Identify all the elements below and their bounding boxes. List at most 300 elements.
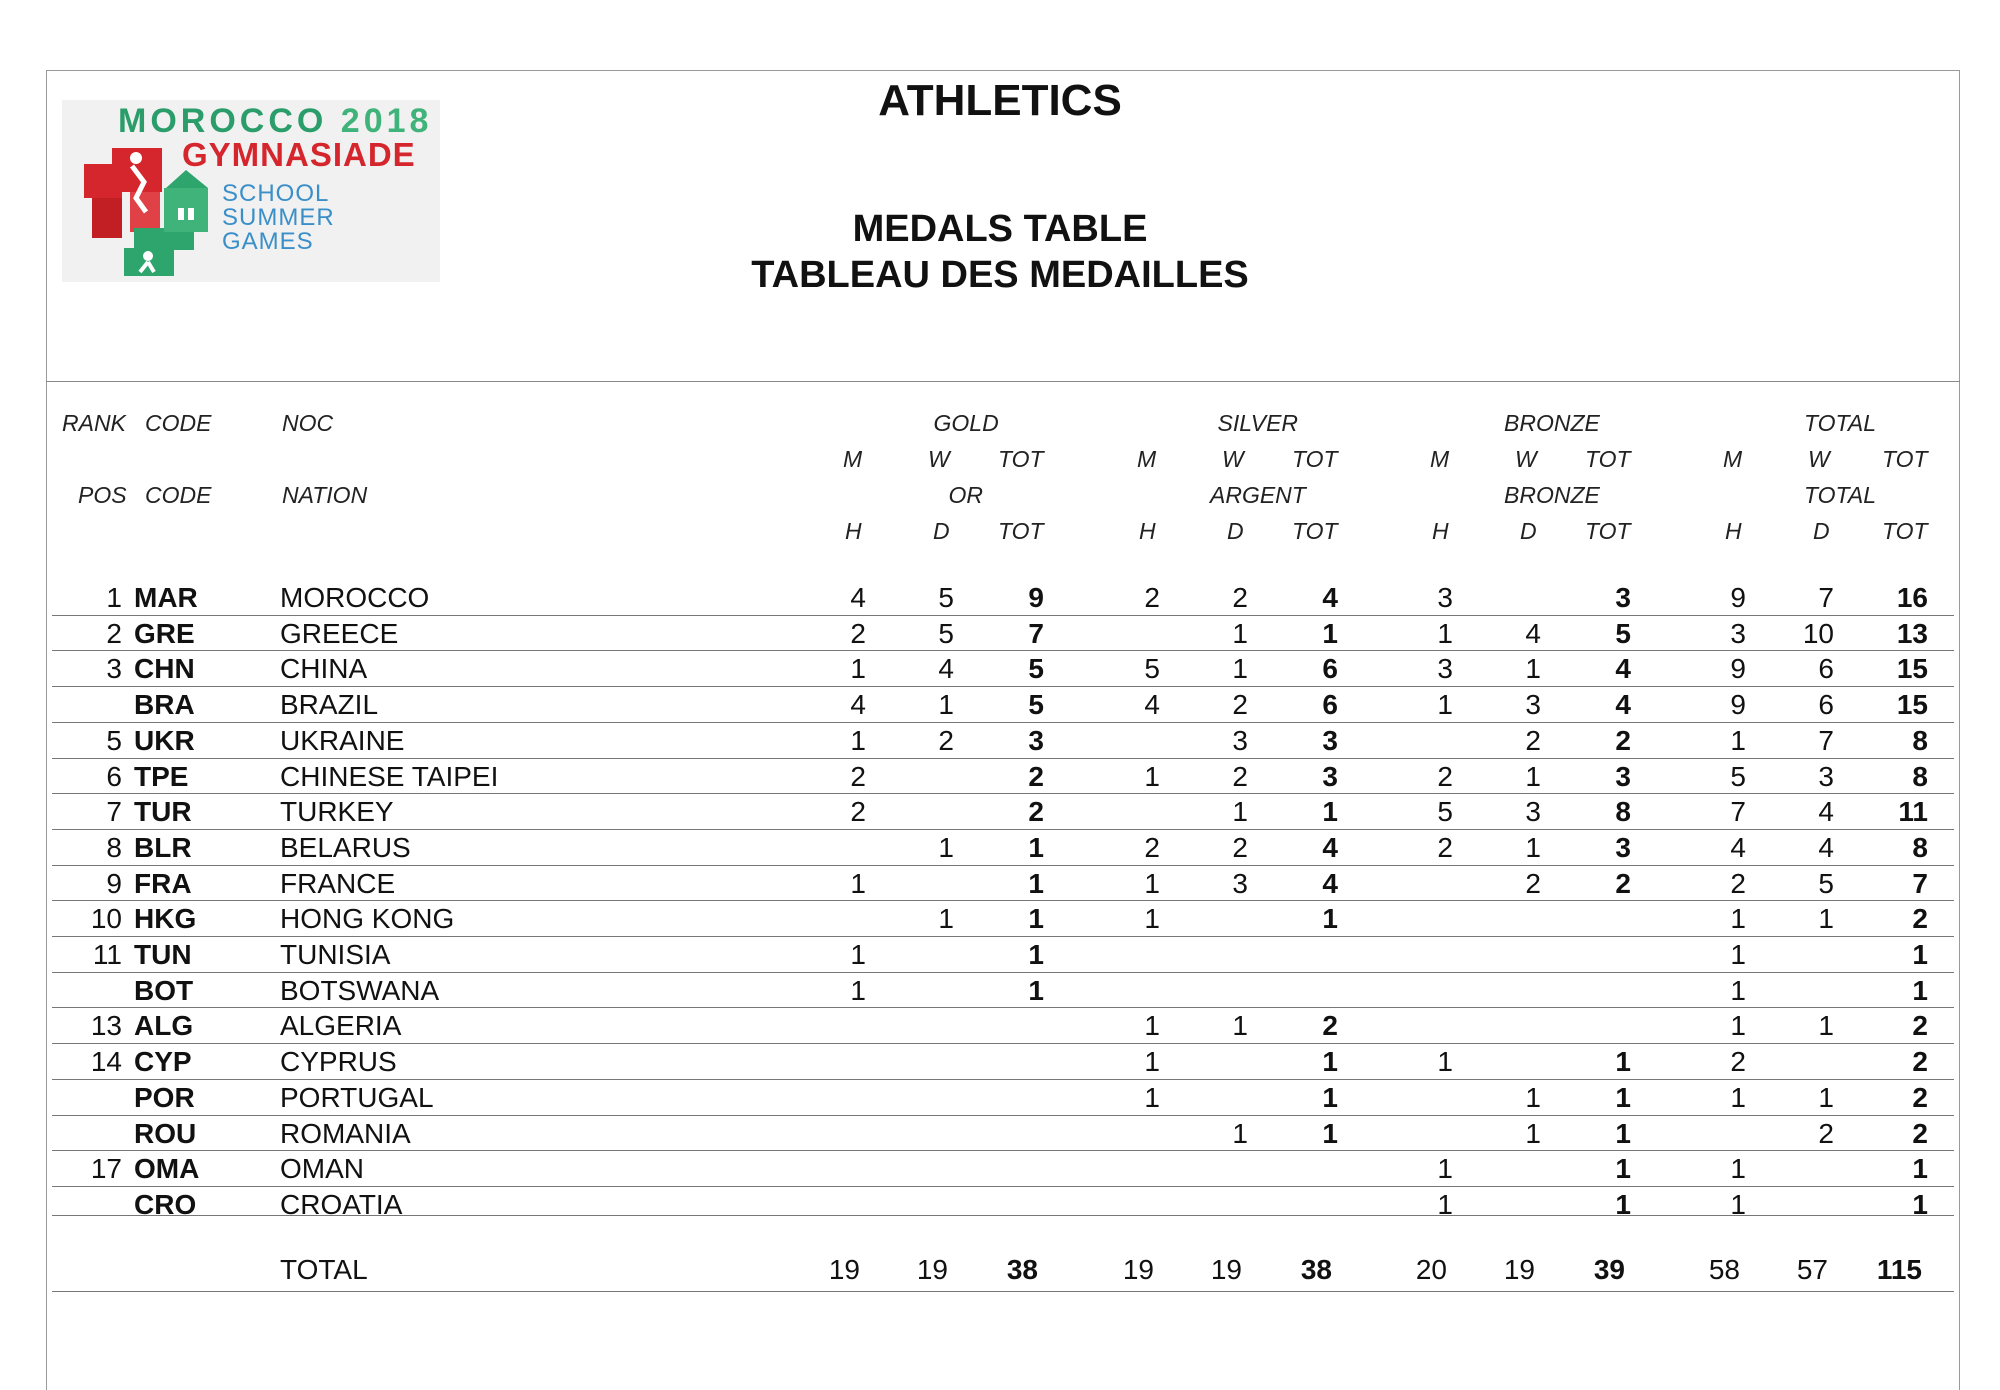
medal-count-cell: 2	[1730, 1046, 1746, 1078]
medal-count-cell	[984, 1187, 1044, 1223]
table-row	[52, 651, 1954, 687]
code-cell: ROU	[134, 1117, 197, 1149]
nation-cell: CHINA	[280, 653, 368, 685]
rank-cell: 8	[106, 831, 122, 863]
header-divider	[46, 381, 1960, 382]
medal-count-cell: 1	[1028, 903, 1044, 935]
nation-cell: BRAZIL	[280, 689, 379, 721]
rank-cell: 11	[92, 939, 122, 970]
medal-count-cell: 1	[850, 653, 866, 685]
medal-count-cell: 4	[1615, 653, 1631, 685]
medal-count-cell	[1278, 937, 1338, 973]
header-group-fr-1: ARGENT	[1210, 482, 1306, 508]
medal-count-cell: 1	[1912, 939, 1928, 970]
medal-count-cell	[1188, 1080, 1248, 1116]
medal-count-cell: 1	[938, 831, 954, 863]
medal-count-cell	[984, 1116, 1044, 1152]
medal-count-cell: 5	[1730, 760, 1746, 792]
table-row	[52, 901, 1954, 937]
medal-count-cell: 2	[1322, 1010, 1338, 1042]
subtitle-english: MEDALS TABLE	[852, 208, 1148, 250]
rank-cell	[64, 1080, 122, 1116]
medal-count-cell	[1393, 723, 1453, 759]
medal-count-cell: 2	[1615, 724, 1631, 756]
total-count-cell: 20	[1415, 1254, 1447, 1285]
medal-count-cell: 1	[1912, 1188, 1928, 1220]
medal-count-cell	[1278, 1187, 1338, 1223]
medal-count-cell: 1	[1912, 1153, 1928, 1185]
medal-count-cell: 9	[1730, 653, 1746, 685]
medal-count-cell	[1571, 901, 1631, 937]
medal-count-cell	[1188, 901, 1248, 937]
total-row	[52, 1252, 1954, 1288]
medal-count-cell: 1	[850, 867, 866, 899]
medal-count-cell	[1774, 1151, 1834, 1187]
medal-count-cell: 1	[1028, 867, 1044, 899]
medal-count-cell: 8	[1912, 831, 1928, 863]
medal-count-cell	[806, 901, 866, 937]
medal-count-cell: 2	[1730, 867, 1746, 899]
nation-cell: UKRAINE	[280, 724, 405, 756]
table-row	[52, 1044, 1954, 1080]
medal-count-cell: 1	[1615, 1153, 1631, 1185]
medal-count-cell	[894, 1080, 954, 1116]
medal-count-cell	[1100, 616, 1160, 652]
nation-cell: ROMANIA	[280, 1117, 411, 1149]
table-row	[52, 1080, 1954, 1116]
medal-count-cell: 1	[1144, 1010, 1160, 1042]
medal-count-cell	[1571, 973, 1631, 1009]
header-sub-3-1: W	[1808, 446, 1830, 472]
medal-count-cell	[1278, 1151, 1338, 1187]
medal-count-cell	[1188, 1151, 1248, 1187]
nation-cell: TURKEY	[280, 796, 394, 828]
medal-count-cell: 2	[1525, 724, 1541, 756]
medal-count-cell: 2	[1912, 903, 1928, 935]
table-row	[52, 973, 1954, 1009]
medal-count-cell: 3	[1322, 724, 1338, 756]
medal-count-cell: 1	[1232, 653, 1248, 685]
code-cell: BLR	[134, 831, 192, 863]
medal-count-cell: 9	[1730, 582, 1746, 613]
medal-count-cell	[1100, 1151, 1160, 1187]
nation-cell: ALGERIA	[280, 1010, 402, 1042]
medal-count-cell	[1571, 937, 1631, 973]
code-cell: CYP	[134, 1046, 192, 1078]
medal-count-cell: 3	[1437, 653, 1453, 685]
code-cell: FRA	[134, 867, 192, 899]
medal-count-cell: 3	[1615, 582, 1631, 613]
header-subfr-2-1: D	[1520, 518, 1537, 544]
header-rank: RANK	[62, 410, 126, 436]
table-row	[52, 687, 1954, 723]
header-code-fr: CODE	[145, 482, 212, 508]
rank-cell: 10	[90, 903, 122, 935]
code-cell: GRE	[134, 617, 195, 649]
medal-count-cell: 4	[850, 689, 866, 721]
medal-count-cell: 3	[1730, 617, 1746, 649]
medal-count-cell: 1	[1144, 1046, 1160, 1078]
medal-count-cell	[1571, 1008, 1631, 1044]
header-nation: NATION	[282, 482, 368, 508]
nation-cell: MOROCCO	[280, 582, 430, 613]
medal-count-cell	[984, 1080, 1044, 1116]
medal-count-cell: 4	[1818, 831, 1834, 863]
code-cell: CHN	[134, 653, 195, 685]
medal-count-cell	[806, 1151, 866, 1187]
medal-count-cell: 2	[1818, 1117, 1834, 1149]
medal-count-cell	[894, 973, 954, 1009]
header-sub-3-2: TOT	[1882, 446, 1928, 472]
medal-count-cell	[806, 1080, 866, 1116]
header-group-fr-2: BRONZE	[1504, 482, 1600, 508]
medal-count-cell: 7	[1730, 796, 1746, 828]
medal-count-cell: 3	[1232, 867, 1248, 899]
code-cell: CRO	[134, 1188, 197, 1220]
header-subfr-3-1: D	[1813, 518, 1830, 544]
medal-count-cell	[1100, 1187, 1160, 1223]
medal-count-cell	[806, 1044, 866, 1080]
header-sub-1-1: W	[1222, 446, 1244, 472]
medal-count-cell	[1188, 973, 1248, 1009]
medal-count-cell	[1481, 937, 1541, 973]
medal-count-cell	[894, 794, 954, 830]
medal-count-cell: 7	[1818, 724, 1834, 756]
medal-count-cell: 1	[1232, 617, 1248, 649]
medal-count-cell	[984, 1151, 1044, 1187]
medal-count-cell: 8	[1615, 796, 1631, 828]
table-row	[52, 1187, 1954, 1223]
rank-cell: 7	[106, 796, 122, 828]
rank-cell: 6	[106, 760, 122, 792]
medal-count-cell	[1393, 866, 1453, 902]
total-count-cell: 19	[916, 1254, 948, 1285]
medal-count-cell	[1393, 1008, 1453, 1044]
medal-count-cell: 1	[850, 724, 866, 756]
medal-count-cell: 2	[1912, 1010, 1928, 1042]
code-cell: TPE	[134, 760, 189, 792]
medal-count-cell: 1	[1437, 617, 1453, 649]
code-cell: BOT	[134, 974, 194, 1006]
rank-cell	[64, 1116, 122, 1152]
header-sub-2-2: TOT	[1585, 446, 1631, 472]
table-row	[52, 580, 1954, 616]
rank-cell	[64, 973, 122, 1009]
nation-cell: TUNISIA	[280, 939, 391, 970]
medal-count-cell: 5	[1818, 867, 1834, 899]
medal-count-cell	[1393, 1116, 1453, 1152]
medal-count-cell: 5	[1437, 796, 1453, 828]
code-cell: MAR	[134, 582, 198, 613]
medal-count-cell	[1481, 1187, 1541, 1223]
medal-count-cell: 13	[1896, 617, 1928, 649]
header-group-2: BRONZE	[1504, 410, 1600, 436]
page-title: ATHLETICS	[878, 76, 1122, 125]
table-row	[52, 1008, 1954, 1044]
medal-count-cell: 3	[1525, 689, 1541, 721]
medal-count-cell: 1	[1232, 1010, 1248, 1042]
header-sub-0-0: M	[843, 446, 863, 472]
medal-count-cell: 2	[1232, 689, 1248, 721]
rank-cell	[64, 687, 122, 723]
rank-cell: 14	[90, 1046, 122, 1078]
medal-count-cell: 1	[1730, 974, 1746, 1006]
medal-count-cell	[1774, 1044, 1834, 1080]
medal-count-cell: 2	[1028, 760, 1044, 792]
header-subfr-2-0: H	[1432, 518, 1449, 544]
medal-count-cell: 1	[1322, 617, 1338, 649]
medal-count-cell	[1278, 973, 1338, 1009]
medal-count-cell: 1	[1437, 1153, 1453, 1185]
medal-count-cell	[1188, 1187, 1248, 1223]
header-subfr-2-2: TOT	[1585, 518, 1631, 544]
rank-cell: 5	[106, 724, 122, 756]
nation-cell: HONG KONG	[280, 903, 455, 935]
medal-count-cell: 5	[1028, 689, 1044, 721]
medal-count-cell: 4	[1525, 617, 1541, 649]
total-count-cell: 57	[1796, 1254, 1828, 1285]
nation-cell: GREECE	[280, 617, 399, 649]
medal-count-cell: 3	[1615, 831, 1631, 863]
header-sub-2-1: W	[1515, 446, 1537, 472]
medal-count-cell: 1	[1144, 760, 1160, 792]
rank-cell: 17	[90, 1153, 122, 1185]
total-count-cell: 38	[1006, 1254, 1038, 1285]
medal-count-cell: 1	[1437, 689, 1453, 721]
gymnasiade-logo: MOROCCO 2018 GYMNASIADE SCHOOL SUMMER GAMES	[62, 100, 440, 282]
medal-count-cell: 1	[1730, 939, 1746, 970]
medal-count-cell: 2	[1525, 867, 1541, 899]
code-cell: TUR	[134, 796, 192, 828]
medal-count-cell: 2	[1437, 760, 1453, 792]
code-cell: OMA	[134, 1153, 200, 1185]
medal-count-cell: 1	[1730, 1010, 1746, 1042]
rank-cell	[64, 1187, 122, 1223]
table-row	[52, 937, 1954, 973]
medal-count-cell: 1	[1818, 1081, 1834, 1113]
total-count-cell: 19	[1503, 1254, 1535, 1285]
medal-count-cell: 1	[1525, 653, 1541, 685]
medal-count-cell	[1100, 794, 1160, 830]
medal-count-cell	[1100, 937, 1160, 973]
header-subfr-0-2: TOT	[998, 518, 1044, 544]
table-row	[52, 830, 1954, 866]
medal-count-cell: 16	[1896, 582, 1928, 613]
medal-count-cell: 1	[1144, 1081, 1160, 1113]
nation-cell: FRANCE	[280, 867, 396, 899]
header-sub-1-0: M	[1137, 446, 1157, 472]
header-code: CODE	[145, 410, 212, 436]
medal-count-cell: 4	[938, 653, 954, 685]
medal-count-cell: 1	[850, 939, 866, 970]
header-subfr-1-2: TOT	[1292, 518, 1338, 544]
medal-count-cell: 1	[1818, 903, 1834, 935]
medal-count-cell	[1774, 937, 1834, 973]
medal-count-cell: 6	[1818, 653, 1834, 685]
table-end-divider	[52, 1215, 1954, 1216]
medal-count-cell: 1	[1615, 1081, 1631, 1113]
rank-cell: 9	[106, 867, 122, 899]
medal-count-cell: 1	[1028, 939, 1044, 970]
medal-count-cell: 2	[938, 724, 954, 756]
medal-count-cell: 4	[1730, 831, 1746, 863]
medal-count-cell: 1	[1232, 796, 1248, 828]
total-count-cell: 38	[1300, 1254, 1332, 1285]
medal-count-cell: 1	[1615, 1188, 1631, 1220]
medal-count-cell	[894, 759, 954, 795]
medal-count-cell: 8	[1912, 724, 1928, 756]
header-subfr-3-2: TOT	[1882, 518, 1928, 544]
total-count-cell: 19	[1122, 1254, 1154, 1285]
rank-cell: 13	[90, 1010, 122, 1042]
nation-cell: BELARUS	[280, 831, 411, 863]
medal-count-cell	[1481, 1044, 1541, 1080]
code-cell: UKR	[134, 724, 195, 756]
medal-count-cell: 3	[1028, 724, 1044, 756]
medal-count-cell: 3	[1615, 760, 1631, 792]
medal-count-cell: 1	[1730, 1081, 1746, 1113]
medal-count-cell: 15	[1896, 689, 1928, 721]
medal-count-cell: 1	[1525, 831, 1541, 863]
medal-count-cell	[1188, 937, 1248, 973]
medal-count-cell: 3	[1437, 582, 1453, 613]
medal-count-cell: 1	[1144, 903, 1160, 935]
medal-count-cell	[894, 937, 954, 973]
medal-count-cell: 6	[1818, 689, 1834, 721]
medal-count-cell	[1393, 901, 1453, 937]
table-row	[52, 1116, 1954, 1152]
medal-count-cell: 4	[1818, 796, 1834, 828]
medal-count-cell: 10	[1802, 617, 1834, 649]
table-row	[52, 759, 1954, 795]
medal-count-cell	[1686, 1116, 1746, 1152]
header-pos: POS	[78, 482, 127, 508]
medal-count-cell: 2	[850, 617, 866, 649]
medal-count-cell	[1393, 937, 1453, 973]
medal-count-cell: 1	[1322, 1081, 1338, 1113]
medal-count-cell	[894, 1008, 954, 1044]
medal-count-cell: 1	[1232, 1117, 1248, 1149]
medal-count-cell: 2	[1912, 1081, 1928, 1113]
table-row	[52, 794, 1954, 830]
medal-count-cell: 15	[1896, 653, 1928, 685]
header-group-1: SILVER	[1217, 410, 1299, 436]
code-cell: TUN	[134, 939, 192, 970]
nation-cell: PORTUGAL	[280, 1081, 434, 1113]
medal-count-cell	[1481, 973, 1541, 1009]
medal-count-cell	[806, 1008, 866, 1044]
total-count-cell: 39	[1593, 1254, 1625, 1285]
medal-count-cell: 6	[1322, 689, 1338, 721]
medal-count-cell: 5	[1615, 617, 1631, 649]
medal-count-cell: 2	[1437, 831, 1453, 863]
medal-count-cell: 3	[1322, 760, 1338, 792]
medal-count-cell	[1100, 1116, 1160, 1152]
medal-count-cell: 2	[1232, 831, 1248, 863]
total-count-cell: 19	[828, 1254, 860, 1285]
nation-cell: BOTSWANA	[280, 974, 440, 1006]
medal-count-cell: 11	[1898, 796, 1928, 828]
medal-count-cell: 7	[1028, 617, 1044, 649]
medal-count-cell: 1	[1322, 1117, 1338, 1149]
medal-count-cell	[894, 866, 954, 902]
table-row	[52, 723, 1954, 759]
medal-count-cell: 1	[1615, 1117, 1631, 1149]
medal-count-cell: 2	[1028, 796, 1044, 828]
medal-count-cell: 2	[1232, 760, 1248, 792]
medal-count-cell	[806, 1187, 866, 1223]
medal-count-cell: 3	[1232, 724, 1248, 756]
medal-count-cell: 4	[850, 582, 866, 613]
medal-count-cell	[1774, 973, 1834, 1009]
nation-cell: OMAN	[280, 1153, 364, 1185]
medal-count-cell	[1393, 1080, 1453, 1116]
medal-count-cell: 2	[850, 760, 866, 792]
medal-count-cell: 1	[1525, 1081, 1541, 1113]
medal-count-cell: 4	[1615, 689, 1631, 721]
medal-count-cell: 1	[1912, 974, 1928, 1006]
medal-count-cell	[806, 1116, 866, 1152]
medal-count-cell: 2	[1912, 1117, 1928, 1149]
medal-count-cell: 1	[1322, 903, 1338, 935]
medal-count-cell: 1	[1525, 760, 1541, 792]
table-row	[52, 616, 1954, 652]
total-label: TOTAL	[280, 1254, 368, 1285]
medal-count-cell: 1	[1818, 1010, 1834, 1042]
medal-count-cell: 1	[1322, 1046, 1338, 1078]
header-group-3: TOTAL	[1804, 410, 1876, 436]
medal-count-cell	[1481, 1008, 1541, 1044]
medal-count-cell: 7	[1818, 582, 1834, 613]
medal-count-cell: 2	[1615, 867, 1631, 899]
medal-count-cell: 5	[1028, 653, 1044, 685]
medal-count-cell	[984, 1008, 1044, 1044]
medal-count-cell	[894, 1151, 954, 1187]
medal-count-cell: 4	[1322, 582, 1338, 613]
medal-count-cell	[1481, 580, 1541, 616]
medal-count-cell: 2	[1232, 582, 1248, 613]
total-count-cell: 19	[1210, 1254, 1242, 1285]
medal-count-cell	[1100, 973, 1160, 1009]
medal-count-cell	[1393, 973, 1453, 1009]
medal-count-cell: 1	[1730, 903, 1746, 935]
medal-count-cell	[1188, 1044, 1248, 1080]
medal-count-cell: 2	[850, 796, 866, 828]
medal-count-cell: 3	[1525, 796, 1541, 828]
medal-count-cell: 8	[1912, 760, 1928, 792]
medal-count-cell: 1	[850, 974, 866, 1006]
header-subfr-0-1: D	[933, 518, 950, 544]
medal-count-cell	[1481, 901, 1541, 937]
medal-count-cell: 1	[1028, 831, 1044, 863]
rank-cell: 1	[106, 582, 122, 613]
total-count-cell: 58	[1708, 1254, 1740, 1285]
medal-count-cell	[894, 1116, 954, 1152]
header-sub-0-1: W	[928, 446, 950, 472]
header-subfr-0-0: H	[845, 518, 862, 544]
medal-count-cell: 9	[1730, 689, 1746, 721]
medal-count-cell: 1	[1322, 796, 1338, 828]
header-sub-3-0: M	[1723, 446, 1743, 472]
total-count-cell: 115	[1876, 1254, 1922, 1285]
medal-count-cell: 1	[938, 689, 954, 721]
header-group-fr-3: TOTAL	[1804, 482, 1876, 508]
medal-count-cell: 4	[1322, 831, 1338, 863]
medal-count-cell: 1	[1730, 1188, 1746, 1220]
medal-count-cell: 5	[1144, 653, 1160, 685]
rank-cell: 2	[106, 617, 122, 649]
medal-count-cell: 2	[1912, 1046, 1928, 1078]
